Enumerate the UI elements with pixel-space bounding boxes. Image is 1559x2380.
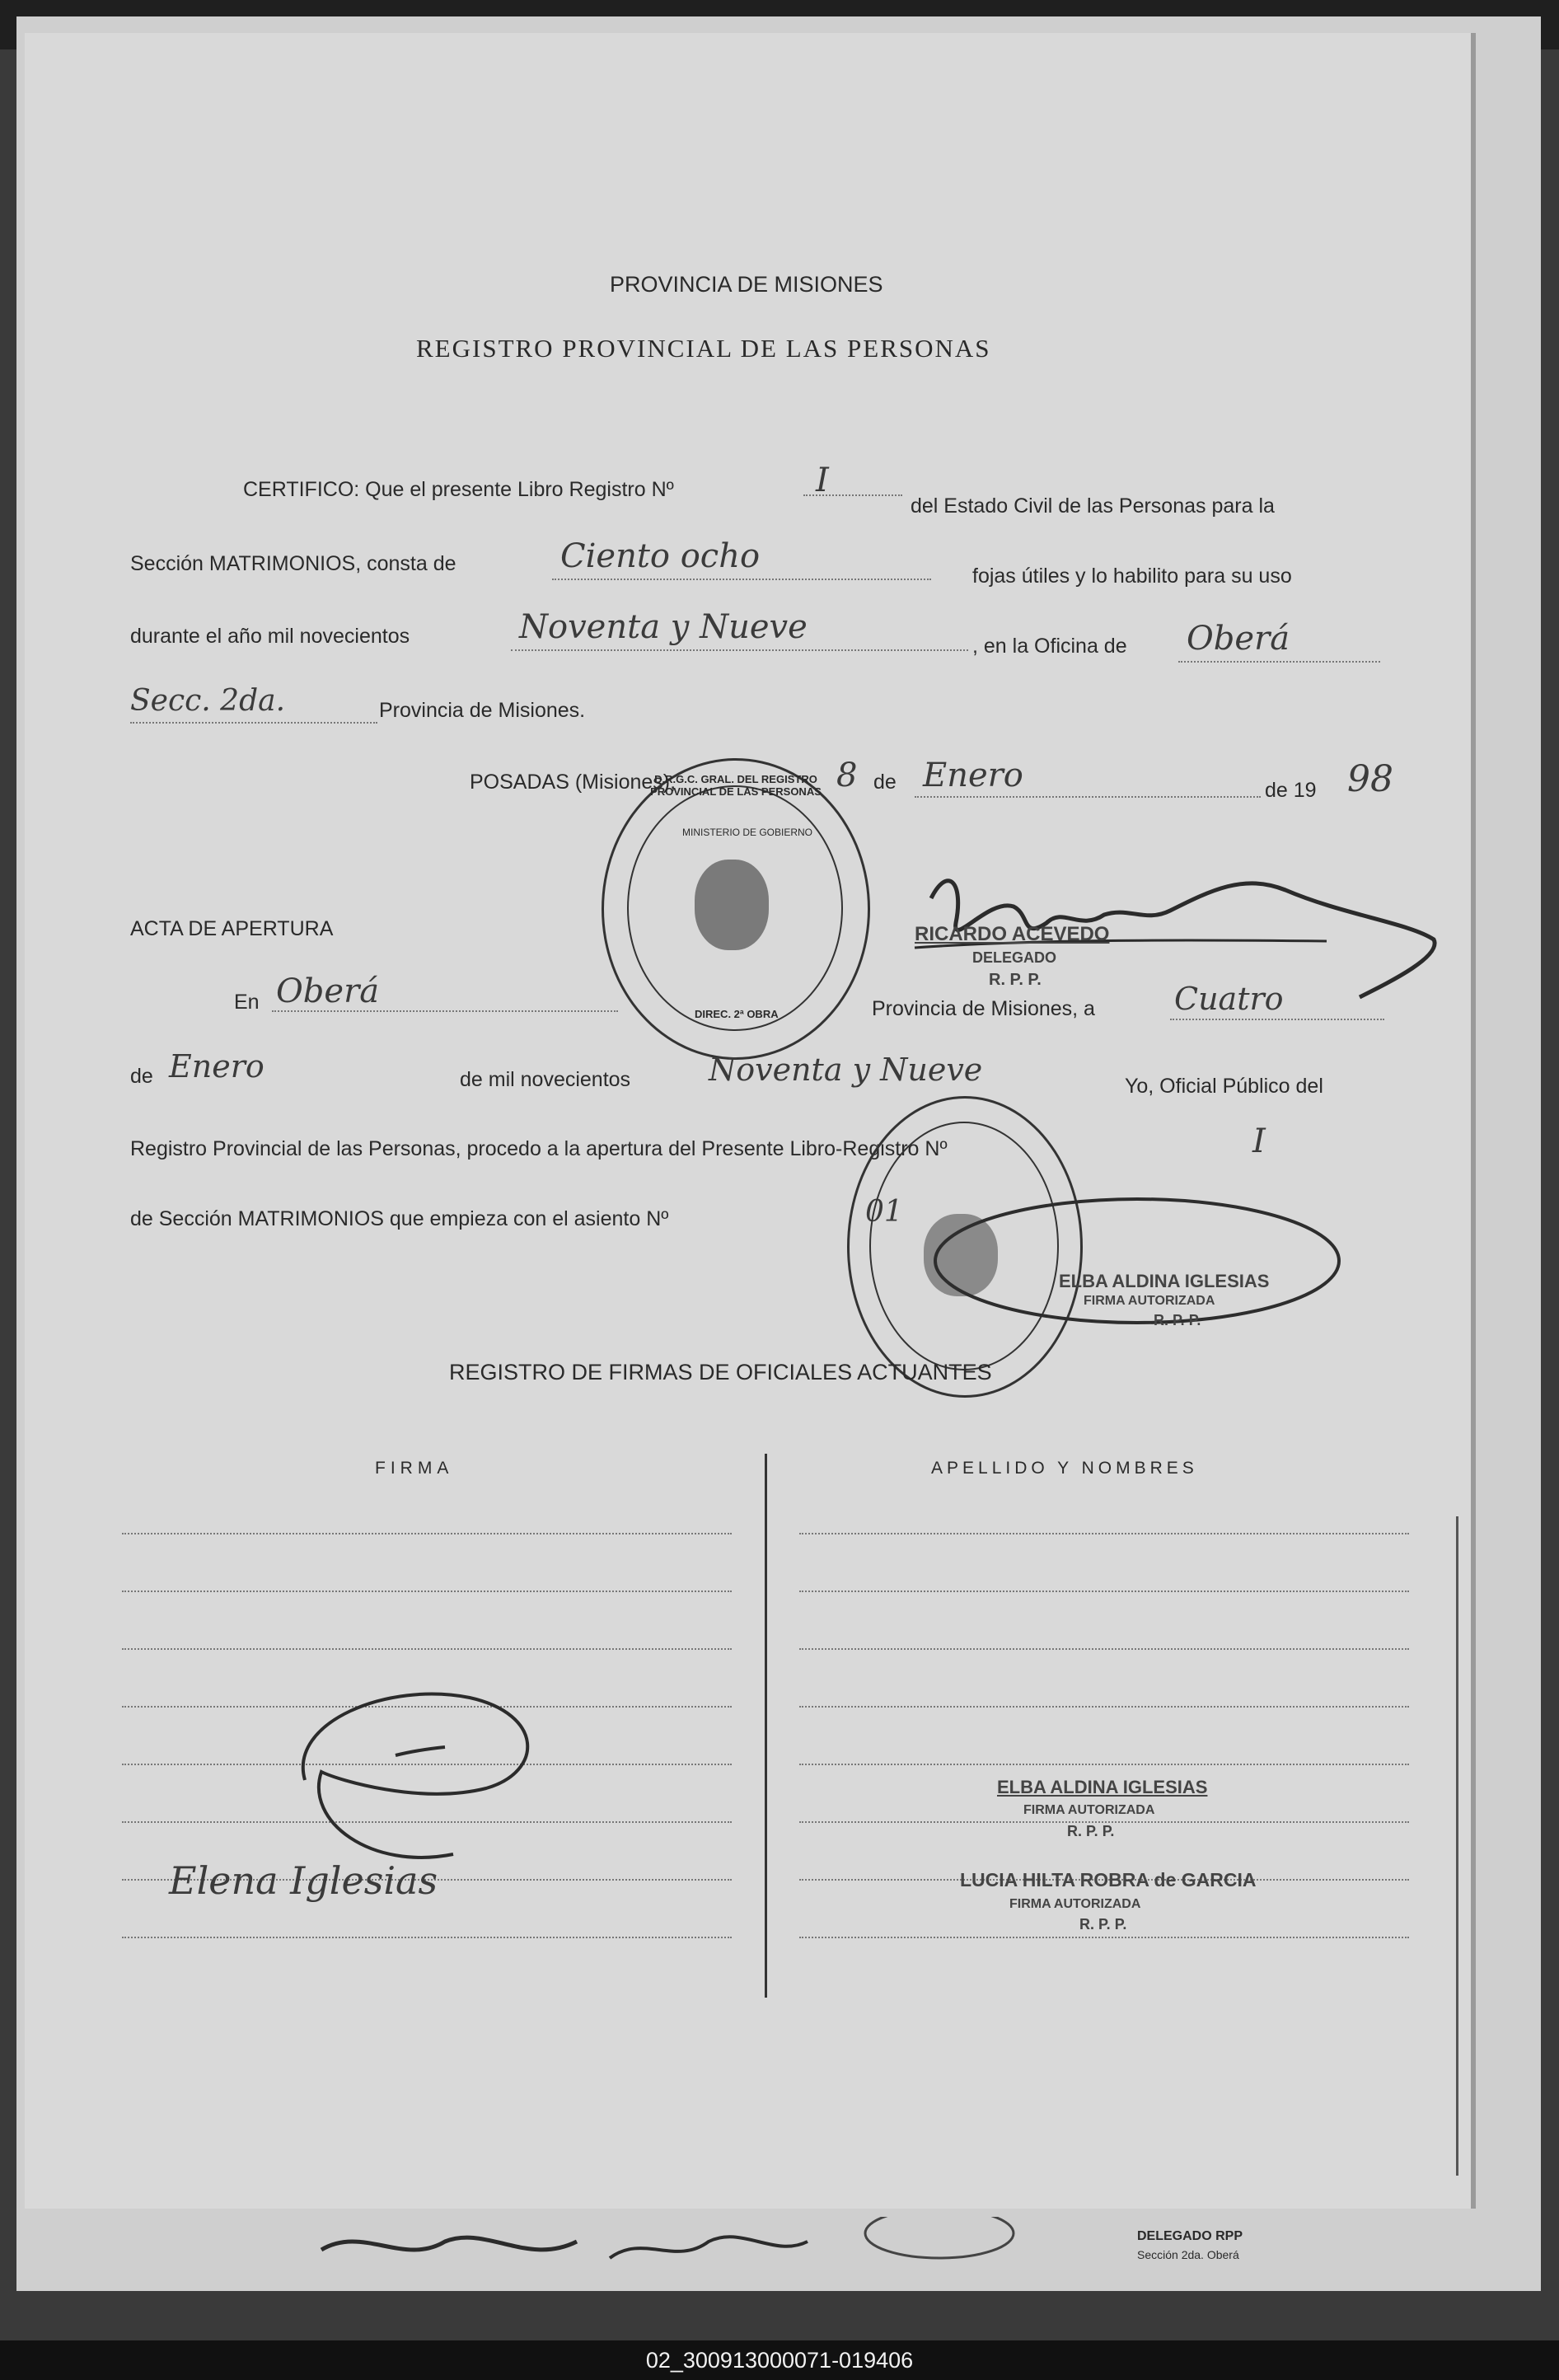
signatures-title: REGISTRO DE FIRMAS DE OFICIALES ACTUANTES — [449, 1360, 992, 1384]
cert-line1-text-b: del Estado Civil de las Personas para la — [911, 494, 1275, 518]
cert-place: POSADAS (Misiones), — [470, 771, 677, 794]
nombre-line-4 — [799, 1706, 1409, 1708]
entry2-name: LUCIA HILTA ROBRA de GARCIA — [960, 1869, 1257, 1890]
acta-en: En — [234, 991, 260, 1014]
cert-month: Enero — [923, 757, 1023, 794]
entry1-role: FIRMA AUTORIZADA — [1023, 1803, 1155, 1817]
page-right-border — [1456, 1516, 1458, 2176]
col-apellido-header: APELLIDO Y NOMBRES — [931, 1459, 1198, 1478]
acta-place-line — [272, 1010, 618, 1012]
cert-day: 8 — [836, 757, 858, 794]
cert-de: de — [873, 771, 897, 794]
acta-yo: Yo, Oficial Público del — [1125, 1075, 1323, 1098]
firma-line-8 — [122, 1937, 732, 1938]
book-number-line — [803, 494, 902, 496]
registry-heading: REGISTRO PROVINCIAL DE LAS PERSONAS — [416, 334, 991, 363]
acta-province: Provincia de Misiones, a — [872, 997, 1095, 1020]
acta-entry-number: 01 — [865, 1195, 903, 1229]
acta-day-line — [1170, 1019, 1384, 1020]
iglesias-signature-upper — [923, 1187, 1351, 1343]
cert-month-line — [915, 796, 1261, 798]
firma-handwritten-name: Elena Iglesias — [169, 1858, 438, 1903]
underlying-page-strip — [25, 2209, 1508, 2291]
cert-year-prefix: de 19 — [1265, 779, 1317, 802]
cert-line2-text-b: fojas útiles y lo habilito para su uso — [972, 565, 1292, 588]
firma-line-1 — [122, 1533, 732, 1534]
strip-text-2: Sección 2da. Oberá — [1137, 2248, 1239, 2261]
acta-year: Noventa y Nueve — [709, 1052, 983, 1088]
acevedo-name: RICARDO ACEVEDO — [915, 923, 1110, 945]
year-words-line — [511, 649, 968, 651]
cert-line2-text: Sección MATRIMONIOS, consta de — [130, 552, 456, 575]
entry2-rpp: R. P. P. — [1079, 1916, 1127, 1933]
cert-line1-text: CERTIFICO: Que el presente Libro Registro Nº — [243, 478, 674, 501]
entry1-rpp: R. P. P. — [1067, 1823, 1115, 1839]
seal-emblem — [695, 860, 769, 950]
acta-mil: de mil novecientos — [460, 1068, 631, 1091]
acevedo-rpp: R. P. P. — [989, 971, 1042, 989]
pages-count-line — [552, 579, 931, 580]
acta-line3: de Sección MATRIMONIOS que empieza con el asiento Nº — [130, 1207, 669, 1230]
entry1-name: ELBA ALDINA IGLESIAS — [997, 1777, 1208, 1797]
cert-line3-text: durante el año mil novecientos — [130, 625, 410, 648]
nombre-line-5 — [799, 1764, 1409, 1765]
iglesias-name-upper: ELBA ALDINA IGLESIAS — [1059, 1271, 1270, 1291]
acta-title: ACTA DE APERTURA — [130, 917, 334, 940]
strip-signatures — [313, 2217, 1137, 2283]
strip-text-1: DELEGADO RPP — [1137, 2229, 1243, 2243]
column-divider — [765, 1454, 767, 1998]
cert-year: 98 — [1347, 758, 1393, 800]
nombre-line-2 — [799, 1591, 1409, 1592]
office-line — [1178, 661, 1380, 663]
iglesias-rpp-upper: R. P. P. — [1154, 1312, 1201, 1328]
acta-month: Enero — [169, 1048, 265, 1085]
cert-book-number: I — [816, 461, 829, 499]
section-line — [130, 722, 377, 724]
seal-inner-text: MINISTERIO DE GOBIERNO — [682, 827, 813, 838]
cert-line3-text-b: , en la Oficina de — [972, 635, 1127, 658]
cert-office: Oberá — [1187, 620, 1290, 658]
acta-place: Oberá — [276, 972, 380, 1010]
col-firma-header: FIRMA — [375, 1459, 454, 1478]
document-page — [25, 33, 1471, 2209]
acta-line2: Registro Provincial de las Personas, procedo a la apertura del Presente Libro-Registro Nº — [130, 1137, 948, 1160]
acta-book-number: I — [1252, 1122, 1266, 1160]
firma-line-2 — [122, 1591, 732, 1592]
acta-day: Cuatro — [1174, 981, 1284, 1017]
nombre-line-3 — [799, 1648, 1409, 1650]
firma-signature-loop — [272, 1673, 569, 1879]
seal-bottom-text: DIREC. 2ª OBRA — [695, 1008, 779, 1020]
firma-line-3 — [122, 1648, 732, 1650]
cert-pages-count: Ciento ocho — [560, 537, 761, 575]
province-heading: PROVINCIA DE MISIONES — [610, 272, 883, 297]
cert-section: Secc. 2da. — [130, 684, 286, 718]
acta-de: de — [130, 1065, 153, 1088]
seal-ring-text: D.R.G.C. GRAL. DEL REGISTRO PROVINCIAL DE LAS PERSONAS — [650, 773, 822, 798]
image-caption: 02_300913000071-019406 — [0, 2340, 1559, 2380]
nombre-line-1 — [799, 1533, 1409, 1534]
registry-seal-upper — [602, 758, 870, 1060]
iglesias-role-upper: FIRMA AUTORIZADA — [1084, 1294, 1215, 1308]
cert-year-words: Noventa y Nueve — [519, 608, 808, 646]
entry2-role: FIRMA AUTORIZADA — [1009, 1897, 1141, 1911]
acevedo-role: DELEGADO — [972, 949, 1057, 966]
cert-line4-text: Provincia de Misiones. — [379, 699, 586, 722]
nombre-line-8 — [799, 1937, 1409, 1938]
